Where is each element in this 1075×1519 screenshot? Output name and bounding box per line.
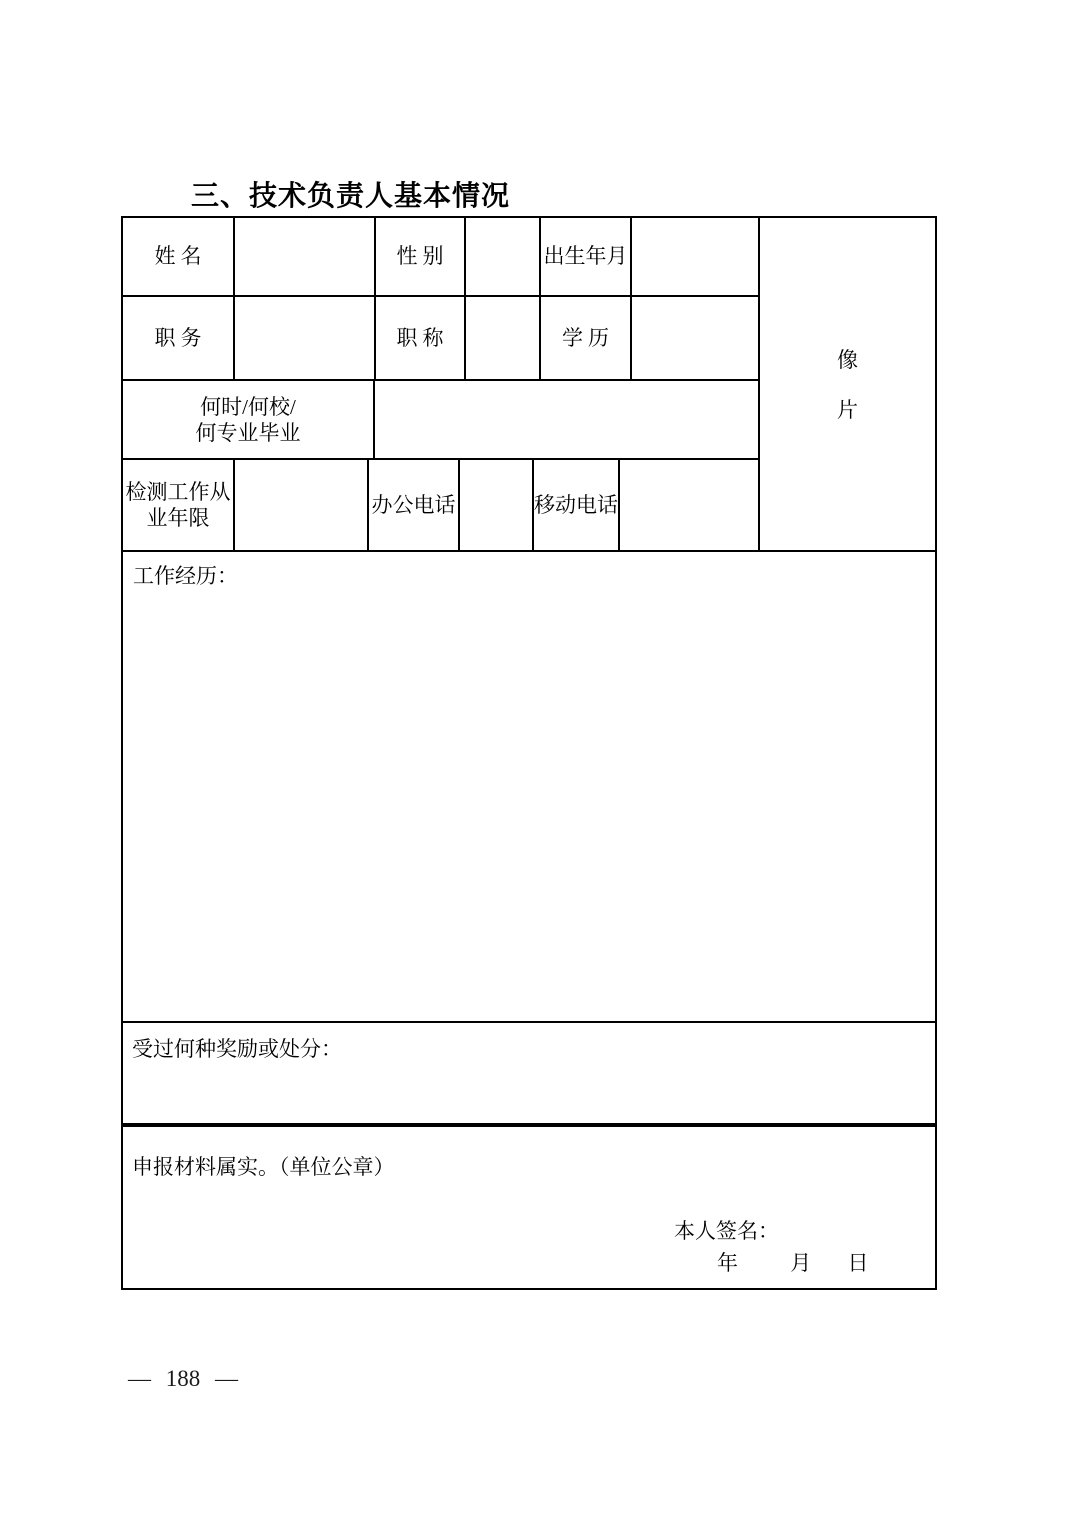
testing-work-years-label	[123, 460, 235, 550]
graduation-label-line2: 何专业毕业	[195, 420, 301, 445]
mobile-phone-value-cell[interactable]	[620, 460, 758, 550]
page-number: — 188 —	[128, 1366, 238, 1391]
row-position-title-education	[123, 297, 758, 381]
testing-work-years-label-line2: 业年限	[146, 506, 210, 530]
testing-work-years-label-line1: 检测工作从	[125, 480, 231, 504]
graduation-label-line1: 何时/何校/	[200, 394, 296, 419]
professional-title-label: 职称	[376, 297, 466, 379]
work-history-label: 工作经历：	[133, 564, 238, 588]
name-value-cell[interactable]	[235, 218, 376, 295]
gender-label: 性别	[376, 218, 466, 295]
position-label: 职务	[123, 297, 235, 379]
photo-placeholder[interactable]	[760, 218, 935, 550]
date-day-char: 日	[847, 1251, 869, 1275]
work-history-section	[123, 552, 935, 1023]
photo-label-char1: 像	[837, 348, 858, 372]
row-graduation	[123, 381, 758, 460]
awards-punishments-label: 受过何种奖励或处分：	[132, 1037, 342, 1061]
mobile-phone-label: 移动电话	[534, 460, 620, 550]
name-label: 姓名	[123, 218, 235, 295]
awards-punishments-section	[123, 1023, 935, 1127]
office-phone-value-cell[interactable]	[460, 460, 534, 550]
signature-label: 本人签名：	[674, 1219, 779, 1243]
education-label: 学历	[541, 297, 632, 379]
birth-date-value-cell[interactable]	[632, 218, 758, 295]
top-grid-left	[123, 218, 760, 550]
professional-title-value-cell[interactable]	[466, 297, 541, 379]
technical-director-form-table	[121, 216, 937, 1290]
graduation-value-cell[interactable]	[375, 381, 758, 458]
declaration-section	[123, 1127, 935, 1288]
education-value-cell[interactable]	[632, 297, 758, 379]
declaration-statement: 申报材料属实。（单位公章）	[132, 1155, 395, 1179]
gender-value-cell[interactable]	[466, 218, 541, 295]
graduation-label	[123, 381, 375, 458]
office-phone-label: 办公电话	[369, 460, 460, 550]
date-month-char: 月	[790, 1251, 812, 1275]
work-history-content-area[interactable]	[133, 590, 925, 1043]
testing-work-years-value-cell[interactable]	[235, 460, 369, 550]
row-name-gender-birth	[123, 218, 758, 297]
position-value-cell[interactable]	[235, 297, 376, 379]
page-title: 三、技术负责人基本情况	[191, 180, 511, 211]
top-grid	[123, 218, 935, 552]
birth-date-label: 出生年月	[541, 218, 632, 295]
date-line	[717, 1247, 869, 1277]
date-year-char: 年	[717, 1251, 738, 1275]
photo-label-char2: 片	[837, 398, 858, 422]
row-work-years-phones	[123, 460, 758, 550]
